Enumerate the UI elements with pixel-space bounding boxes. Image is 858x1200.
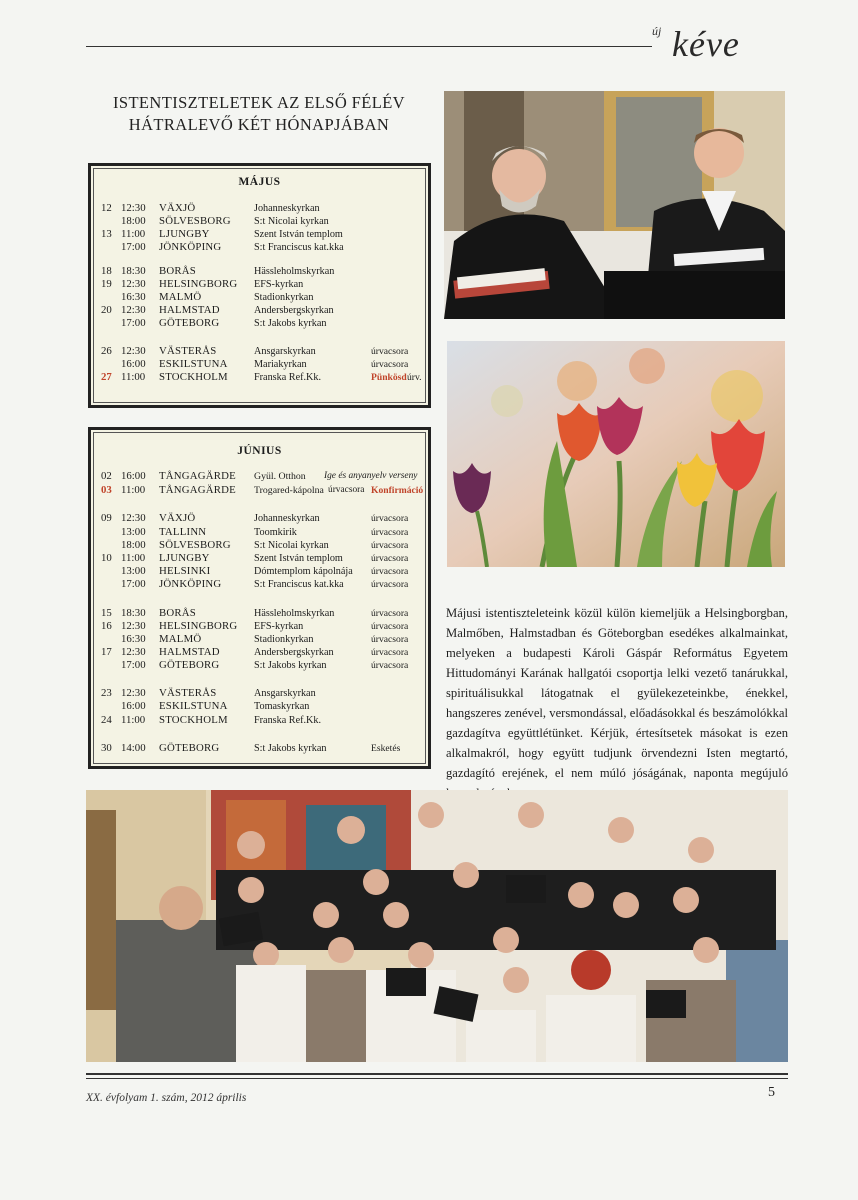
row-city: VÄSTERÅS [159, 345, 217, 357]
schedule-row [91, 687, 428, 700]
row-day: 16 [101, 620, 112, 632]
schedule-row [91, 484, 428, 497]
schedule-row [91, 659, 428, 672]
schedule-row [91, 700, 428, 713]
row-city: GÖTEBORG [159, 317, 220, 329]
article-title [86, 92, 432, 136]
schedule-row [91, 539, 428, 552]
row-city: SÖLVESBORG [159, 539, 231, 551]
row-note: úrvacsora [371, 513, 409, 524]
row-place: Stadionkyrkan [254, 634, 314, 645]
schedule-row [91, 714, 428, 727]
row-time: 11:00 [121, 552, 146, 564]
pastors-photo [444, 91, 785, 319]
row-city: ESKILSTUNA [159, 700, 228, 712]
row-time: 12:30 [121, 202, 146, 214]
logo-small-text: új [652, 24, 662, 38]
row-time: 18:30 [121, 607, 146, 619]
schedule-row [91, 565, 428, 578]
row-place: EFS-kyrkan [254, 279, 304, 290]
row-place: Hässleholmskyrkan [254, 266, 335, 277]
tulips-photo [447, 341, 785, 567]
schedule-row [91, 317, 428, 330]
schedule-row [91, 552, 428, 565]
row-time: 16:30 [121, 291, 146, 303]
row-place: Mariakyrkan [254, 359, 307, 370]
row-city: SÖLVESBORG [159, 215, 231, 227]
row-time: 17:00 [121, 241, 146, 253]
row-time: 18:30 [121, 265, 146, 277]
row-time: 11:00 [121, 228, 146, 240]
june-heading: JÚNIUS [237, 445, 282, 457]
row-city: LJUNGBY [159, 552, 210, 564]
row-day: 23 [101, 687, 112, 699]
row-time: 12:30 [121, 304, 146, 316]
row-time: 11:00 [121, 714, 146, 726]
row-day: 02 [101, 470, 112, 482]
row-note: úrvacsora [371, 540, 409, 551]
row-time: 12:30 [121, 345, 146, 357]
row-place: S:t Jakobs kyrkan [254, 660, 327, 671]
row-note: Pünkösd [371, 372, 407, 383]
row-place: Andersbergskyrkan [254, 305, 334, 316]
schedule-row [91, 620, 428, 633]
row-place: Hässleholmskyrkan [254, 608, 335, 619]
row-place: Johanneskyrkan [254, 513, 320, 524]
row-city: BORÅS [159, 265, 197, 277]
row-time: 17:00 [121, 578, 146, 590]
logo-main-text: kéve [672, 24, 740, 64]
schedule-row [91, 228, 428, 241]
schedule-row [91, 470, 428, 483]
may-heading: MÁJUS [238, 176, 281, 188]
row-time: 18:00 [121, 539, 146, 551]
row-time: 17:00 [121, 659, 146, 671]
row-place: Franska Ref.Kk. [254, 715, 322, 726]
row-note: úrvacsora [371, 647, 409, 658]
footer-rule-thick [86, 1073, 788, 1075]
row-note-extra: Konfirmáció [371, 485, 424, 496]
row-day: 17 [101, 646, 112, 658]
may-schedule-box [88, 163, 431, 408]
row-place: Johanneskyrkan [254, 203, 320, 214]
row-place: Szent István templom [254, 553, 343, 564]
schedule-row [91, 512, 428, 525]
title-line-2: HÁTRALEVŐ KÉT HÓNAPJÁBAN [128, 115, 390, 134]
schedule-row [91, 371, 428, 384]
row-city: STOCKHOLM [159, 371, 228, 383]
row-place: Ansgarskyrkan [254, 688, 316, 699]
row-place: S:t Jakobs kyrkan [254, 743, 327, 754]
schedule-row [91, 265, 428, 278]
schedule-row [91, 304, 428, 317]
schedule-row [91, 742, 428, 755]
row-city: HELSINKI [159, 565, 211, 577]
row-time: 11:00 [121, 371, 146, 383]
row-day: 18 [101, 265, 112, 277]
row-city: JÖNKÖPING [159, 241, 222, 253]
row-note: úrvacsora [371, 553, 409, 564]
row-note: úrvacsora [371, 579, 409, 590]
row-time: 11:00 [121, 484, 146, 496]
row-time: 12:30 [121, 512, 146, 524]
june-schedule-box [88, 427, 431, 769]
row-day: 19 [101, 278, 112, 290]
row-city: TÅNGAGÄRDE [159, 484, 236, 496]
row-city: JÖNKÖPING [159, 578, 222, 590]
row-place: Stadionkyrkan [254, 292, 314, 303]
schedule-row [91, 278, 428, 291]
row-city: MALMÖ [159, 291, 202, 303]
row-time: 16:00 [121, 358, 146, 370]
row-note: úrvacsora [371, 608, 409, 619]
row-day: 27 [101, 371, 112, 383]
row-day: 15 [101, 607, 112, 619]
row-note: úrvacsora [371, 566, 409, 577]
schedule-row [91, 215, 428, 228]
row-place: S:t Jakobs kyrkan [254, 318, 327, 329]
row-note: úrvacsora [371, 634, 409, 645]
row-place: Andersbergskyrkan [254, 647, 334, 658]
schedule-row [91, 607, 428, 620]
row-note-extra: úrv. [407, 372, 422, 383]
row-place: Dómtemplom kápolnája [254, 566, 353, 577]
row-note: Esketés [371, 743, 401, 754]
article-paragraph: Májusi istentiszteleteink közül külön kiemeljük a Helsingborgban, Malmőben, Halmstadban és Göteborgban esedékes alkalmainkat, melyeken a budapesti Károli Gáspár Református Egyetem Hittudományi Karának hallgatói csoportja lelki vezető tanárukkal, spirituálisukkal látogatnak el gyülekezeteinkbe, énekkel, hangszeres zenével, versmondással, előadásokkal és beszámolókkal gazdagítva együttlétünket. Kérjük, értesítsetek másokat is ezen alkalmakról, hogy együtt tudjunk örvendezni Isten megtartó, gazdagító erejének, el nem múló jóságának, naponta megújuló [446, 605, 788, 780]
row-note: úrvacsora [371, 621, 409, 632]
row-city: VÄSTERÅS [159, 687, 217, 699]
row-day: 24 [101, 714, 112, 726]
row-city: HELSINGBORG [159, 278, 238, 290]
row-day: 20 [101, 304, 112, 316]
row-time: 14:00 [121, 742, 146, 754]
row-time: 16:00 [121, 700, 146, 712]
row-city: BORÅS [159, 607, 197, 619]
footer-rule-thin [86, 1078, 788, 1079]
row-city: TALLINN [159, 526, 207, 538]
row-day: 13 [101, 228, 112, 240]
row-city: TÅNGAGÄRDE [159, 470, 236, 482]
schedule-row [91, 291, 428, 304]
row-note: úrvacsora [371, 359, 409, 370]
row-place: Franska Ref.Kk. [254, 372, 322, 383]
row-city: VÄXJÖ [159, 512, 196, 524]
row-note: úrvacsora [371, 346, 409, 357]
row-place: S:t Franciscus kat.kka [254, 242, 344, 253]
row-place: S:t Nicolai kyrkan [254, 216, 329, 227]
schedule-row [91, 578, 428, 591]
row-place: Tomaskyrkan [254, 701, 310, 712]
row-time: 12:30 [121, 646, 146, 658]
row-place: S:t Franciscus kat.kka [254, 579, 344, 590]
row-place: Toomkirik [254, 527, 297, 538]
header-rule [86, 46, 652, 47]
row-day: 30 [101, 742, 112, 754]
row-note: úrvacsora [371, 527, 409, 538]
row-note: úrvacsora [371, 660, 409, 671]
row-place: Ansgarskyrkan [254, 346, 316, 357]
schedule-row [91, 633, 428, 646]
choir-photo [86, 790, 788, 1062]
row-city: HALMSTAD [159, 646, 220, 658]
row-city: HALMSTAD [159, 304, 220, 316]
row-city: MALMÖ [159, 633, 202, 645]
row-city: GÖTEBORG [159, 659, 220, 671]
row-time: 12:30 [121, 278, 146, 290]
row-time: 16:30 [121, 633, 146, 645]
schedule-row [91, 241, 428, 254]
row-day: 26 [101, 345, 112, 357]
row-city: LJUNGBY [159, 228, 210, 240]
footer-issue: XX. évfolyam 1. szám, 2012 április [86, 1092, 247, 1104]
row-time: 12:30 [121, 687, 146, 699]
schedule-row [91, 202, 428, 215]
row-city: VÄXJÖ [159, 202, 196, 214]
row-time: 17:00 [121, 317, 146, 329]
row-day: 03 [101, 484, 112, 496]
schedule-row [91, 526, 428, 539]
row-city: STOCKHOLM [159, 714, 228, 726]
schedule-row [91, 358, 428, 371]
row-note: Ige és anyanyelv verseny [324, 471, 418, 481]
row-city: ESKILSTUNA [159, 358, 228, 370]
schedule-row [91, 345, 428, 358]
title-line-1: ISTENTISZTELETEK AZ ELSŐ FÉLÉV [112, 93, 405, 112]
row-place: EFS-kyrkan [254, 621, 304, 632]
row-city: GÖTEBORG [159, 742, 220, 754]
row-time: 12:30 [121, 620, 146, 632]
row-place: Szent István templom [254, 229, 343, 240]
magazine-logo [652, 22, 792, 62]
row-place: Trogared-kápolna [254, 485, 324, 496]
row-note: úrvacsora [328, 485, 365, 495]
schedule-row [91, 646, 428, 659]
row-time: 16:00 [121, 470, 146, 482]
row-city: HELSINGBORG [159, 620, 238, 632]
row-day: 09 [101, 512, 112, 524]
row-day: 12 [101, 202, 112, 214]
row-time: 13:00 [121, 526, 146, 538]
row-time: 18:00 [121, 215, 146, 227]
row-place: Gyül. Otthon [254, 471, 306, 482]
row-time: 13:00 [121, 565, 146, 577]
row-place: S:t Nicolai kyrkan [254, 540, 329, 551]
row-day: 10 [101, 552, 112, 564]
page-number: 5 [768, 1085, 775, 1100]
